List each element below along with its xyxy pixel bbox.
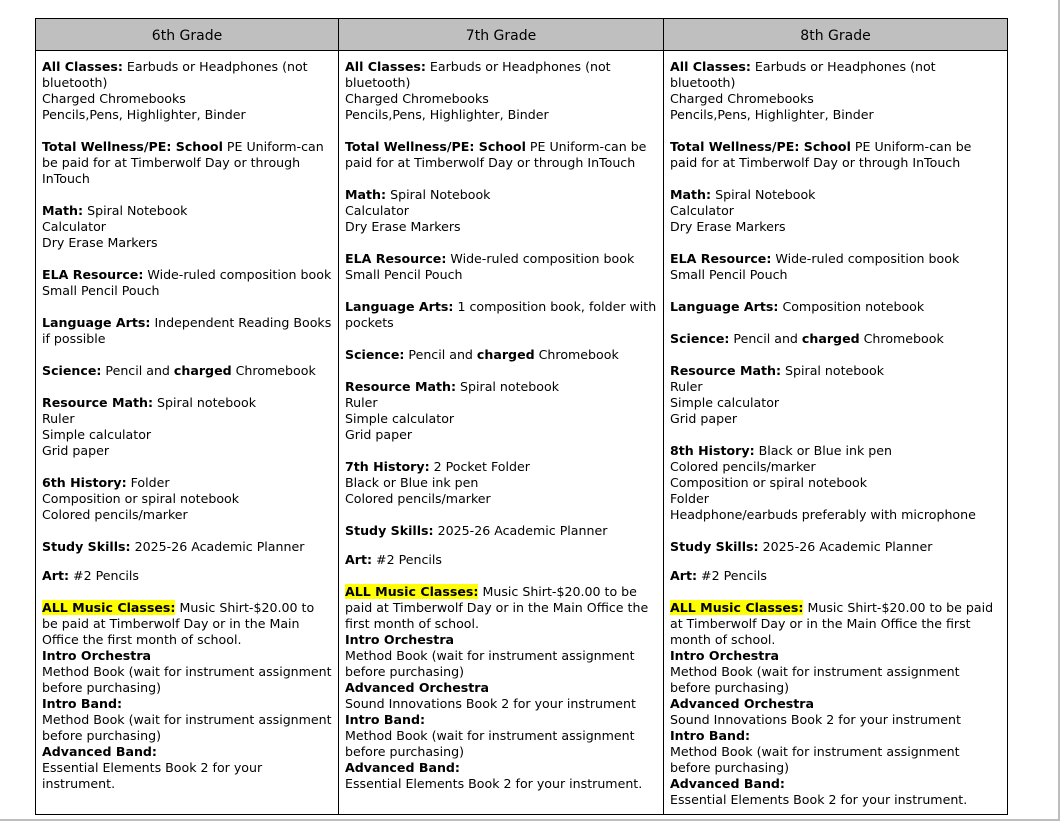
section-line: Headphone/earbuds preferably with microphone — [670, 507, 976, 522]
music-highlight: ALL Music Classes: — [670, 600, 804, 615]
section-text: Chromebook — [231, 363, 316, 378]
section — [670, 443, 1001, 523]
column-6th-grade — [36, 51, 339, 815]
section-line: Ruler — [42, 411, 75, 426]
section-title: Study Skills: — [42, 539, 131, 554]
music-group-title: Intro Band: — [345, 712, 426, 727]
music-group-title: Intro Band: — [42, 696, 123, 711]
section-line: Grid paper — [42, 443, 110, 458]
music-group-text: Method Book (wait for instrument assignment before purchasing) — [42, 664, 332, 695]
music-group-text: Method Book (wait for instrument assignment before purchasing) — [670, 664, 960, 695]
section — [670, 331, 1001, 347]
section-line: Composition notebook — [782, 299, 925, 314]
supply-list-table — [35, 18, 1008, 815]
section-line: Spiral notebook — [785, 363, 884, 378]
section-line: Earbuds or Headphones (not bluetooth) — [42, 59, 308, 90]
section-title: Math: — [42, 203, 84, 218]
music-highlight: ALL Music Classes: — [42, 600, 176, 615]
music-text: Music Shirt-$20.00 to be paid at Timberwolf Day or in the Main Office the first month of school. — [345, 584, 649, 631]
music-group-title: Advanced Band: — [670, 776, 785, 791]
section-line: Independent Reading Books if possible — [42, 315, 332, 346]
section-line: 2025-26 Academic Planner — [437, 523, 608, 538]
section-title: ELA Resource: — [670, 251, 772, 266]
music-group-title: Intro Orchestra — [670, 648, 780, 663]
section — [670, 139, 1001, 171]
section-line: Simple calculator — [345, 411, 455, 426]
section-text: Pencil and — [408, 347, 477, 362]
music-highlight: ALL Music Classes: — [345, 584, 479, 599]
music-group-title: Advanced Band: — [42, 744, 157, 759]
section-line: Grid paper — [670, 411, 738, 426]
section-line: Ruler — [670, 379, 703, 394]
section-title: All Classes: — [345, 59, 426, 74]
section — [42, 315, 332, 347]
section-line: #2 Pencils — [376, 552, 442, 567]
section-title: Science: — [345, 347, 405, 362]
section-line: Wide-ruled composition book — [450, 251, 635, 266]
section — [345, 139, 657, 171]
section — [670, 539, 1001, 555]
section-line: Spiral Notebook — [715, 187, 816, 202]
section — [345, 347, 657, 363]
section-line: Colored pencils/marker — [670, 459, 816, 474]
header-6th-grade: 6th Grade — [36, 19, 339, 51]
section-line: Dry Erase Markers — [670, 219, 786, 234]
section-line: Charged Chromebooks — [345, 91, 489, 106]
section-line: 2025-26 Academic Planner — [762, 539, 933, 554]
section — [42, 203, 332, 251]
music-group-text: Method Book (wait for instrument assignment before purchasing) — [42, 712, 332, 743]
music-text: Music Shirt-$20.00 to be paid at Timberwolf Day or in the Main Office the first month of school. — [670, 600, 994, 647]
section-line: Simple calculator — [42, 427, 152, 442]
section-line: Small Pencil Pouch — [670, 267, 788, 282]
section-title: Total Wellness/PE: School — [42, 139, 223, 154]
header-7th-grade: 7th Grade — [339, 19, 664, 51]
section-line: Earbuds or Headphones (not bluetooth) — [670, 59, 936, 90]
section-line: 1 composition book, folder with pockets — [345, 299, 657, 330]
section-title: ELA Resource: — [345, 251, 447, 266]
section-line: PE Uniform-can be paid for at Timberwolf Day or through InTouch — [345, 139, 647, 170]
music-group-text: Essential Elements Book 2 for your instrument. — [42, 760, 263, 791]
section-line: Wide-ruled composition book — [147, 267, 332, 282]
music-group-text: Sound Innovations Book 2 for your instrument — [670, 712, 961, 727]
section-title: 6th History: — [42, 475, 127, 490]
section-line: Earbuds or Headphones (not bluetooth) — [345, 59, 611, 90]
section — [345, 552, 657, 568]
header-8th-grade: 8th Grade — [664, 19, 1008, 51]
section — [345, 59, 657, 123]
section-text: Chromebook — [534, 347, 619, 362]
table-header-row — [36, 19, 1008, 51]
section-title: Total Wellness/PE: School — [670, 139, 851, 154]
section-line: Pencils,Pens, Highlighter, Binder — [42, 107, 246, 122]
section-line: 2 Pocket Folder — [433, 459, 530, 474]
section-line: PE Uniform-can be paid for at Timberwolf Day or through InTouch — [670, 139, 972, 170]
music-section — [42, 600, 332, 792]
column-8th-grade — [664, 51, 1008, 815]
section-line: Composition or spiral notebook — [670, 475, 868, 490]
section-line: PE Uniform-can be paid for at Timberwolf Day or through InTouch — [42, 139, 324, 186]
section — [42, 568, 332, 584]
section — [670, 363, 1001, 427]
section — [670, 187, 1001, 235]
section-title: 8th History: — [670, 443, 755, 458]
column-7th-grade — [339, 51, 664, 815]
music-group-text: Essential Elements Book 2 for your instrument. — [345, 776, 643, 791]
section-line: Spiral notebook — [157, 395, 256, 410]
section — [345, 523, 657, 539]
section-title: Art: — [670, 568, 698, 583]
table-body-row — [36, 51, 1008, 815]
section — [670, 568, 1001, 584]
section-line: Spiral Notebook — [87, 203, 188, 218]
section-line: Dry Erase Markers — [345, 219, 461, 234]
music-section — [345, 584, 657, 792]
section-line: Charged Chromebooks — [42, 91, 186, 106]
music-group-text: Method Book (wait for instrument assignment before purchasing) — [345, 728, 635, 759]
section — [42, 475, 332, 523]
section-line: Grid paper — [345, 427, 413, 442]
music-group-text: Method Book (wait for instrument assignment before purchasing) — [345, 648, 635, 679]
section-title: Math: — [670, 187, 712, 202]
section-title: Resource Math: — [42, 395, 154, 410]
section-line: Calculator — [670, 203, 734, 218]
section-text: charged — [476, 347, 535, 362]
section-line: #2 Pencils — [73, 568, 139, 583]
section — [345, 251, 657, 283]
section-line: Pencils,Pens, Highlighter, Binder — [670, 107, 874, 122]
section-title: Language Arts: — [345, 299, 454, 314]
music-group-title: Intro Orchestra — [42, 648, 152, 663]
music-group-title: Advanced Orchestra — [670, 696, 814, 711]
section-text: charged — [173, 363, 232, 378]
section-text: Pencil and — [733, 331, 802, 346]
section-text: charged — [801, 331, 860, 346]
section-title: Science: — [42, 363, 102, 378]
section — [42, 267, 332, 299]
section-title: All Classes: — [42, 59, 123, 74]
section-title: All Classes: — [670, 59, 751, 74]
music-group-title: Advanced Orchestra — [345, 680, 489, 695]
section — [345, 379, 657, 443]
section-line: 2025-26 Academic Planner — [134, 539, 305, 554]
section-title: Study Skills: — [670, 539, 759, 554]
music-group-text: Essential Elements Book 2 for your instrument. — [670, 792, 968, 807]
section — [42, 363, 332, 379]
section — [345, 187, 657, 235]
section — [670, 251, 1001, 283]
music-group-title: Advanced Band: — [345, 760, 460, 775]
section-line: Folder — [670, 491, 709, 506]
section-line: Small Pencil Pouch — [42, 283, 160, 298]
section-line: Spiral Notebook — [390, 187, 491, 202]
section-title: Study Skills: — [345, 523, 434, 538]
section — [345, 299, 657, 331]
section-line: Colored pencils/marker — [42, 507, 188, 522]
music-group-text: Sound Innovations Book 2 for your instrument — [345, 696, 636, 711]
section-line: Small Pencil Pouch — [345, 267, 463, 282]
section-line: Wide-ruled composition book — [775, 251, 960, 266]
section — [42, 59, 332, 123]
section-line: Colored pencils/marker — [345, 491, 491, 506]
section — [42, 139, 332, 187]
music-section — [670, 600, 1001, 808]
section-line: Black or Blue ink pen — [345, 475, 479, 490]
section-title: Art: — [42, 568, 70, 583]
section-line: Ruler — [345, 395, 378, 410]
section-title: ELA Resource: — [42, 267, 144, 282]
section-title: Language Arts: — [42, 315, 151, 330]
section-title: Science: — [670, 331, 730, 346]
music-text: Music Shirt-$20.00 to be paid at Timberwolf Day or in the Main Office the first month of school. — [42, 600, 315, 647]
section — [42, 539, 332, 555]
section-line: Simple calculator — [670, 395, 780, 410]
section-line: Pencils,Pens, Highlighter, Binder — [345, 107, 549, 122]
section-text: Chromebook — [859, 331, 944, 346]
section-title: Art: — [345, 552, 373, 567]
section-title: Math: — [345, 187, 387, 202]
section-title: 7th History: — [345, 459, 430, 474]
section — [42, 395, 332, 459]
music-group-title: Intro Orchestra — [345, 632, 455, 647]
section-line: Dry Erase Markers — [42, 235, 158, 250]
section-line: Black or Blue ink pen — [758, 443, 892, 458]
section-title: Total Wellness/PE: School — [345, 139, 526, 154]
section-title: Resource Math: — [670, 363, 782, 378]
section — [670, 299, 1001, 315]
section-line: #2 Pencils — [701, 568, 767, 583]
section-title: Resource Math: — [345, 379, 457, 394]
section-line: Calculator — [42, 219, 106, 234]
section-text: Pencil and — [105, 363, 174, 378]
section — [670, 59, 1001, 123]
section-line: Spiral notebook — [460, 379, 559, 394]
section-line: Folder — [130, 475, 170, 490]
section-line: Calculator — [345, 203, 409, 218]
section-title: Language Arts: — [670, 299, 779, 314]
section-line: Composition or spiral notebook — [42, 491, 240, 506]
section-line: Charged Chromebooks — [670, 91, 814, 106]
music-group-text: Method Book (wait for instrument assignment before purchasing) — [670, 744, 960, 775]
music-group-title: Intro Band: — [670, 728, 751, 743]
section — [345, 459, 657, 507]
